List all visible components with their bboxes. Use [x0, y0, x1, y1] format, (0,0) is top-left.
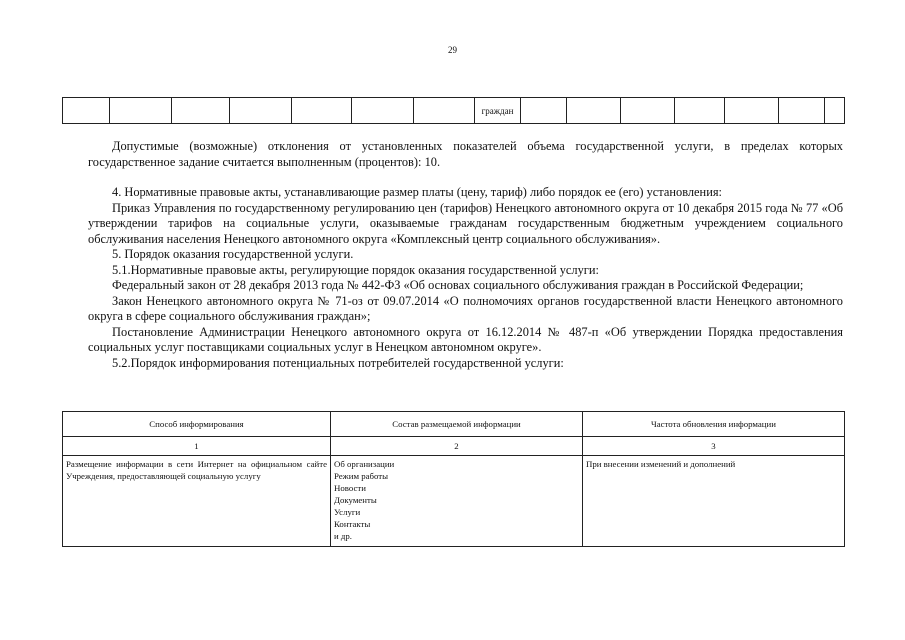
continued-table-row — [62, 97, 845, 124]
column-number: 1 — [63, 437, 331, 456]
section-4-heading: 4. Нормативные правовые акты, устанавливающие размер платы (цену, тариф) либо порядок ее (его) установления: — [112, 185, 722, 199]
table-cell — [825, 98, 845, 124]
table-cell — [725, 98, 779, 124]
column-number: 3 — [583, 437, 845, 456]
content-item: Новости — [334, 483, 366, 493]
paragraph-deviation: Допустимые (возможные) отклонения от установленных показателей объема государственной услуги, в пределах которых государственное задание считается выполненным (процентов): 10. — [88, 139, 843, 169]
table-row — [63, 456, 845, 547]
table-header-row — [63, 412, 845, 437]
cell-content — [331, 456, 583, 547]
paragraph-resolution: Постановление Администрации Ненецкого автономного округа от 16.12.2014 № 487-п «Об утверждении Порядка предоставления социальных услуг поставщиками социальных услуг в Ненецком автономном округе». — [88, 324, 843, 354]
header-content: Состав размещаемой информации — [331, 412, 583, 437]
table-cell — [521, 98, 567, 124]
content-item: Услуги — [334, 507, 361, 517]
information-table — [62, 411, 845, 547]
content-item: Документы — [334, 495, 377, 505]
cell-method: Размещение информации в сети Интернет на официальном сайте Учреждения, предоставляющей социальную услугу — [63, 456, 331, 547]
cell-frequency: При внесении изменений и дополнений — [583, 456, 845, 547]
section-5-1-heading: 5.1.Нормативные правовые акты, регулирующие порядок оказания государственной услуги: — [112, 262, 599, 277]
content-item: Об организации — [334, 459, 395, 469]
table-cell — [414, 98, 475, 124]
content-item: и др. — [334, 531, 352, 541]
paragraph-regional-law: Закон Ненецкого автономного округа № 71-оз от 09.07.2014 «О полномочиях органов государственной власти Ненецкого автономного округа в сфере социального обслуживания граждан»; — [88, 293, 843, 323]
table-cell — [779, 98, 825, 124]
table-cell-category: граждан — [475, 98, 521, 124]
section-5-heading: 5. Порядок оказания государственной услуги. — [112, 247, 354, 261]
table-cell — [352, 98, 414, 124]
content-item: Режим работы — [334, 471, 389, 481]
header-method: Способ информирования — [63, 412, 331, 437]
table-cell — [172, 98, 230, 124]
column-number: 2 — [331, 437, 583, 456]
table-cell — [110, 98, 172, 124]
table-cell — [567, 98, 621, 124]
header-frequency: Частота обновления информации — [583, 412, 845, 437]
table-cell — [621, 98, 675, 124]
content-item: Контакты — [334, 519, 371, 529]
table-cell — [292, 98, 352, 124]
section-5-2-heading: 5.2.Порядок информирования потенциальных потребителей государственной услуги: — [112, 355, 564, 370]
table-cell — [675, 98, 725, 124]
paragraph-tariff-order: Приказ Управления по государственному регулированию цен (тарифов) Ненецкого автономного округа от 10 декабря 2015 года № 77 «Об утверждении тарифов на социальные услуги, оказываемые гражданам государственным бюджетным учреждением социального обслуживания населения Ненецкого автономного округа «Комплексный центр социального обслуживания». — [88, 200, 843, 246]
table-number-row — [63, 437, 845, 456]
table-cell — [63, 98, 110, 124]
page-number: 29 — [448, 45, 457, 55]
table-cell — [230, 98, 292, 124]
paragraph-federal-law: Федеральный закон от 28 декабря 2013 года № 442-ФЗ «Об основах социального обслуживания граждан в Российской Федерации; — [112, 278, 804, 292]
document-body — [88, 139, 843, 371]
